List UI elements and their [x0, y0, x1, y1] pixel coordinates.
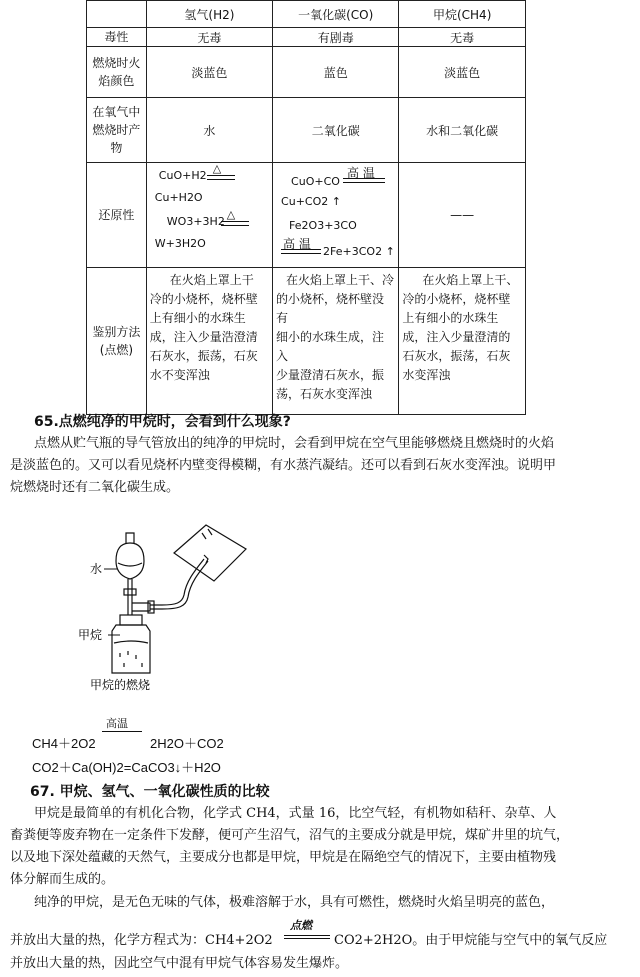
- q67-paragraph-1: [10, 803, 632, 891]
- equals-sign: [221, 221, 249, 226]
- table-cell: 二氧化碳: [273, 98, 399, 163]
- text-line: 石灰水，振荡，石灰: [149, 349, 258, 363]
- text-line: 以及地下深处蕴藏的天然气，主要成分也都是甲烷，甲烷是在隔绝空气的情况下，主要由植物残: [10, 850, 557, 865]
- text-line: 石灰水，振荡，石灰: [402, 349, 511, 363]
- text-line: CO2+2H2O。由于甲烷能与空气中的氧气反应: [334, 933, 608, 948]
- delivery-tube-icon: [150, 555, 208, 609]
- q65-title: 65.点燃纯净的甲烷时，会看到什么现象?: [34, 414, 291, 430]
- label-water: 水: [90, 562, 103, 576]
- text-line: 少量澄清石灰水，振: [276, 368, 385, 382]
- table-cell: 有剧毒: [273, 28, 399, 47]
- text-line: 并放出大量的热，化学方程式为：CH4+2O2: [10, 933, 273, 948]
- text-line: 的小烧杯，烧杯壁没有: [276, 292, 385, 325]
- equals-sign: [281, 249, 321, 254]
- text-line: 水变浑浊: [402, 368, 451, 382]
- q67-title: 67. 甲烷、氢气、一氧化碳性质的比较: [30, 784, 270, 800]
- table-row-products: [87, 98, 526, 163]
- table-cell: 水: [146, 98, 272, 163]
- table-cell: 淡蓝色: [146, 47, 272, 98]
- table-row-reduction: [87, 163, 526, 268]
- q67-paragraph-2: [10, 892, 632, 914]
- q65-paragraph: [10, 433, 632, 499]
- identify-cell-ch4: [399, 268, 526, 415]
- header-cell-h2: 氢气(H2): [146, 1, 272, 28]
- q67-paragraph-2-end: [10, 953, 632, 975]
- header-cell-co: 一氧化碳(CO): [273, 1, 399, 28]
- text-line: 体分解而生成的。: [10, 872, 115, 887]
- row-label: 在氧气中燃烧时产物: [87, 98, 147, 163]
- co-eq1-left: CuO+CO: [291, 175, 340, 188]
- h2-eq2-condition: △: [226, 208, 236, 221]
- co-eq2-left: Fe2O3+3CO: [289, 219, 357, 232]
- table-cell: 无毒: [399, 28, 526, 47]
- p2-equals-sign: [284, 935, 330, 939]
- eq2: CO2＋Ca(OH)2=CaCO3↓＋H2O: [32, 760, 221, 775]
- text-line: 烷燃烧时还有二氧化碳生成。: [10, 480, 180, 495]
- p2-condition: 点燃: [290, 919, 312, 932]
- text-line: 在火焰上罩上干: [169, 273, 254, 287]
- row-label: 鉴别方法(点燃): [87, 268, 147, 415]
- co-eq2-condition: 高 温: [283, 237, 311, 251]
- text-line: 成，注入少量浩澄清: [149, 330, 258, 344]
- co-eq1-condition: 高 温: [347, 166, 375, 180]
- text-line: 荡，石灰水变浑浊: [276, 387, 373, 401]
- eq1-left: CH4＋2O2: [32, 736, 96, 751]
- text-line: 纯净的甲烷，是无色无味的气体，极难溶解于水，具有可燃性，燃烧时火焰呈明亮的蓝色，: [34, 895, 555, 910]
- row-label: 还原性: [87, 163, 147, 268]
- q67-paragraph-2-rest: [334, 930, 634, 952]
- table-row-toxicity: [87, 28, 526, 47]
- text-line: 细小的水珠生成，注入: [276, 330, 385, 363]
- text-line: 冷的小烧杯，烧杯壁: [149, 292, 258, 306]
- row-label: 毒性: [87, 28, 147, 47]
- reduction-cell-co: [273, 163, 399, 268]
- text-line: 上有细小的水珠生: [402, 311, 499, 325]
- text-line: 上有细小的水珠生: [149, 311, 246, 325]
- h2-eq2-left: WO3+3H2: [166, 215, 225, 228]
- reduction-cell-ch4: ——: [399, 163, 526, 268]
- reduction-cell-h2: [146, 163, 272, 268]
- table-cell: 无毒: [146, 28, 272, 47]
- co-eq1-right: Cu+CO2 ↑: [281, 195, 341, 208]
- header-cell-empty: [87, 1, 147, 28]
- text-line: 是淡蓝色的。又可以看见烧杯内壁变得模糊，有水蒸汽凝结。还可以看到石灰水变浑浊。说明甲: [10, 458, 557, 473]
- comparison-table: [86, 0, 526, 415]
- text-line: 在火焰上罩上干、冷: [286, 273, 395, 287]
- eq1-right: 2H2O＋CO2: [150, 736, 224, 751]
- text-line: 畜粪便等废弃物在一定条件下发酵，便可产生沼气，沼气的主要成分就是甲烷，煤矿井里的坑气，: [10, 828, 570, 843]
- methane-combustion-diagram: [78, 523, 276, 693]
- label-methane: 甲烷: [78, 628, 103, 642]
- identify-cell-co: [273, 268, 399, 415]
- beaker-icon: [174, 525, 246, 581]
- text-line: 甲烷是最简单的有机化合物，化学式 CH4，式量 16，比空气轻，有机物如秸秆、杂草、人: [34, 806, 557, 821]
- table-cell: 淡蓝色: [399, 47, 526, 98]
- eq1-condition: 高温: [106, 717, 128, 730]
- equals-sign: [343, 178, 385, 183]
- text-line: 在火焰上罩上干、: [422, 273, 519, 287]
- figure-caption: 甲烷的燃烧: [90, 678, 151, 692]
- text-line: 点燃从贮气瓶的导气管放出的纯净的甲烷时，会看到甲烷在空气里能够燃烧且燃烧时的火焰: [34, 436, 555, 451]
- gas-bottle-icon: [112, 615, 150, 673]
- text-line: 冷的小烧杯，烧杯壁: [402, 292, 511, 306]
- h2-eq2-right: W+3H2O: [154, 237, 206, 250]
- equals-sign: [207, 175, 235, 180]
- co-eq2-right: 2Fe+3CO2 ↑: [323, 245, 395, 258]
- identify-cell-h2: [146, 268, 272, 415]
- table-cell: 蓝色: [273, 47, 399, 98]
- text-line: 水不变浑浊: [149, 368, 210, 382]
- h2-eq1-left: CuO+H2: [158, 169, 207, 182]
- text-line: 成，注入少量澄清的: [402, 330, 511, 344]
- row-label: 燃烧时火焰颜色: [87, 47, 147, 98]
- table-row-identification: [87, 268, 526, 415]
- text-line: 并放出大量的热，因此空气中混有甲烷气体容易发生爆炸。: [10, 956, 349, 971]
- h2-eq1-condition: △: [212, 162, 222, 175]
- table-cell: 水和二氧化碳: [399, 98, 526, 163]
- table-row-flame-color: [87, 47, 526, 98]
- header-cell-ch4: 甲烷(CH4): [399, 1, 526, 28]
- eq1-arrow: [102, 731, 142, 732]
- h2-eq1-right: Cu+H2O: [154, 191, 203, 204]
- side-arm-icon: [132, 601, 154, 613]
- table-header-row: [87, 1, 526, 28]
